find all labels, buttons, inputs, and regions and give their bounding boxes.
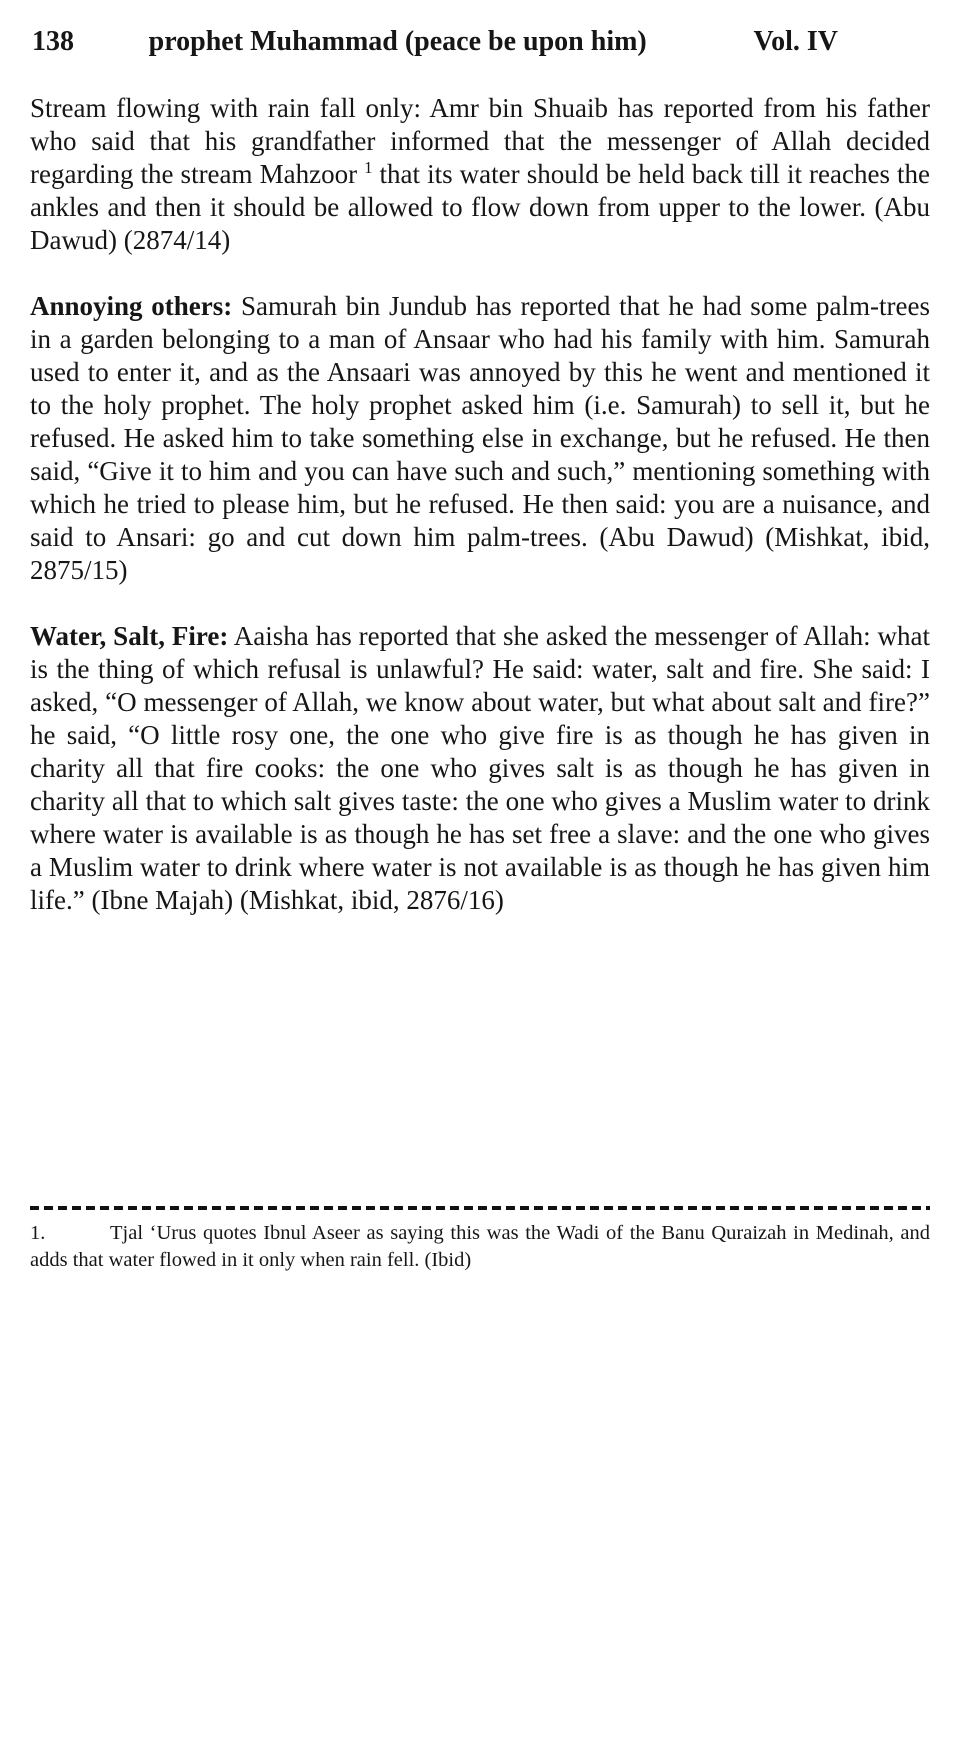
footnote-number: 1. bbox=[30, 1222, 46, 1244]
paragraph-text: Stream flowing with rain fall only: Amr bin Shuaib has reported from his father who said that his grandfather informed that the messenger of Allah decided regarding the stream Mahzoor bbox=[30, 93, 930, 189]
paragraph-text: Samurah bin Jundub has reported that he had some palm-trees in a garden belonging to a man of Ansaar who had his family with him. Samurah used to enter it, and as the Ansaari was annoyed by this he went and mentioned it to the holy prophet. The holy prophet asked him (i.e. Samurah) to sell it, but he refused. He asked him to take something else in exchange, but he refused. He then said, “Give it to him and you can have such and such,” mentioning something with which he tried to please him, but he refused. He then said: you are a nuisance, and said to Ansari: go and cut down him palm-trees. (Abu Dawud) (Mishkat, ibid, 2875/15) bbox=[30, 291, 930, 585]
footnote-separator bbox=[30, 1206, 930, 1210]
page-header bbox=[0, 0, 960, 58]
chapter-title: prophet Muhammad (peace be upon him) bbox=[148, 26, 647, 57]
paragraph-annoying-others bbox=[30, 290, 930, 587]
paragraph-water-salt-fire bbox=[30, 620, 930, 917]
page-number: 138 bbox=[32, 26, 74, 57]
paragraph-lead: Water, Salt, Fire: bbox=[30, 621, 229, 651]
paragraph-text: that its water should be held back till it reaches the ankles and then it should be allowed to flow down from upper to the lower. (Abu Dawud) (2874/14) bbox=[30, 159, 930, 255]
volume-label: Vol. IV bbox=[753, 26, 838, 57]
footnote bbox=[30, 1220, 930, 1274]
paragraph-stream-flowing bbox=[30, 92, 930, 257]
paragraph-lead: Annoying others: bbox=[30, 291, 233, 321]
footnote-text: Tjal ‘Urus quotes Ibnul Aseer as saying this was the Wadi of the Banu Quraizah in Medinah, and adds that water flowed in it only when rain fell. (Ibid) bbox=[30, 1222, 930, 1271]
page-body bbox=[0, 92, 960, 917]
paragraph-text: Aaisha has reported that she asked the messenger of Allah: what is the thing of which refusal is unlawful? He said: water, salt and fire. She said: I asked, “O messenger of Allah, we know about water, but what about salt and fire?” he said, “O little rosy one, the one who give fire is as though he has given in charity all that fire cooks: the one who gives salt is as though he has given in charity all that to which salt gives taste: the one who gives a Muslim water to drink where water is available is as though he has set free a slave: and the one who gives a Muslim water to drink where water is not available is as though he has given him life.” (Ibne Majah) (Mishkat, ibid, 2876/16) bbox=[30, 621, 930, 915]
footnote-marker: 1 bbox=[364, 158, 373, 177]
footnote-section bbox=[30, 1206, 930, 1274]
